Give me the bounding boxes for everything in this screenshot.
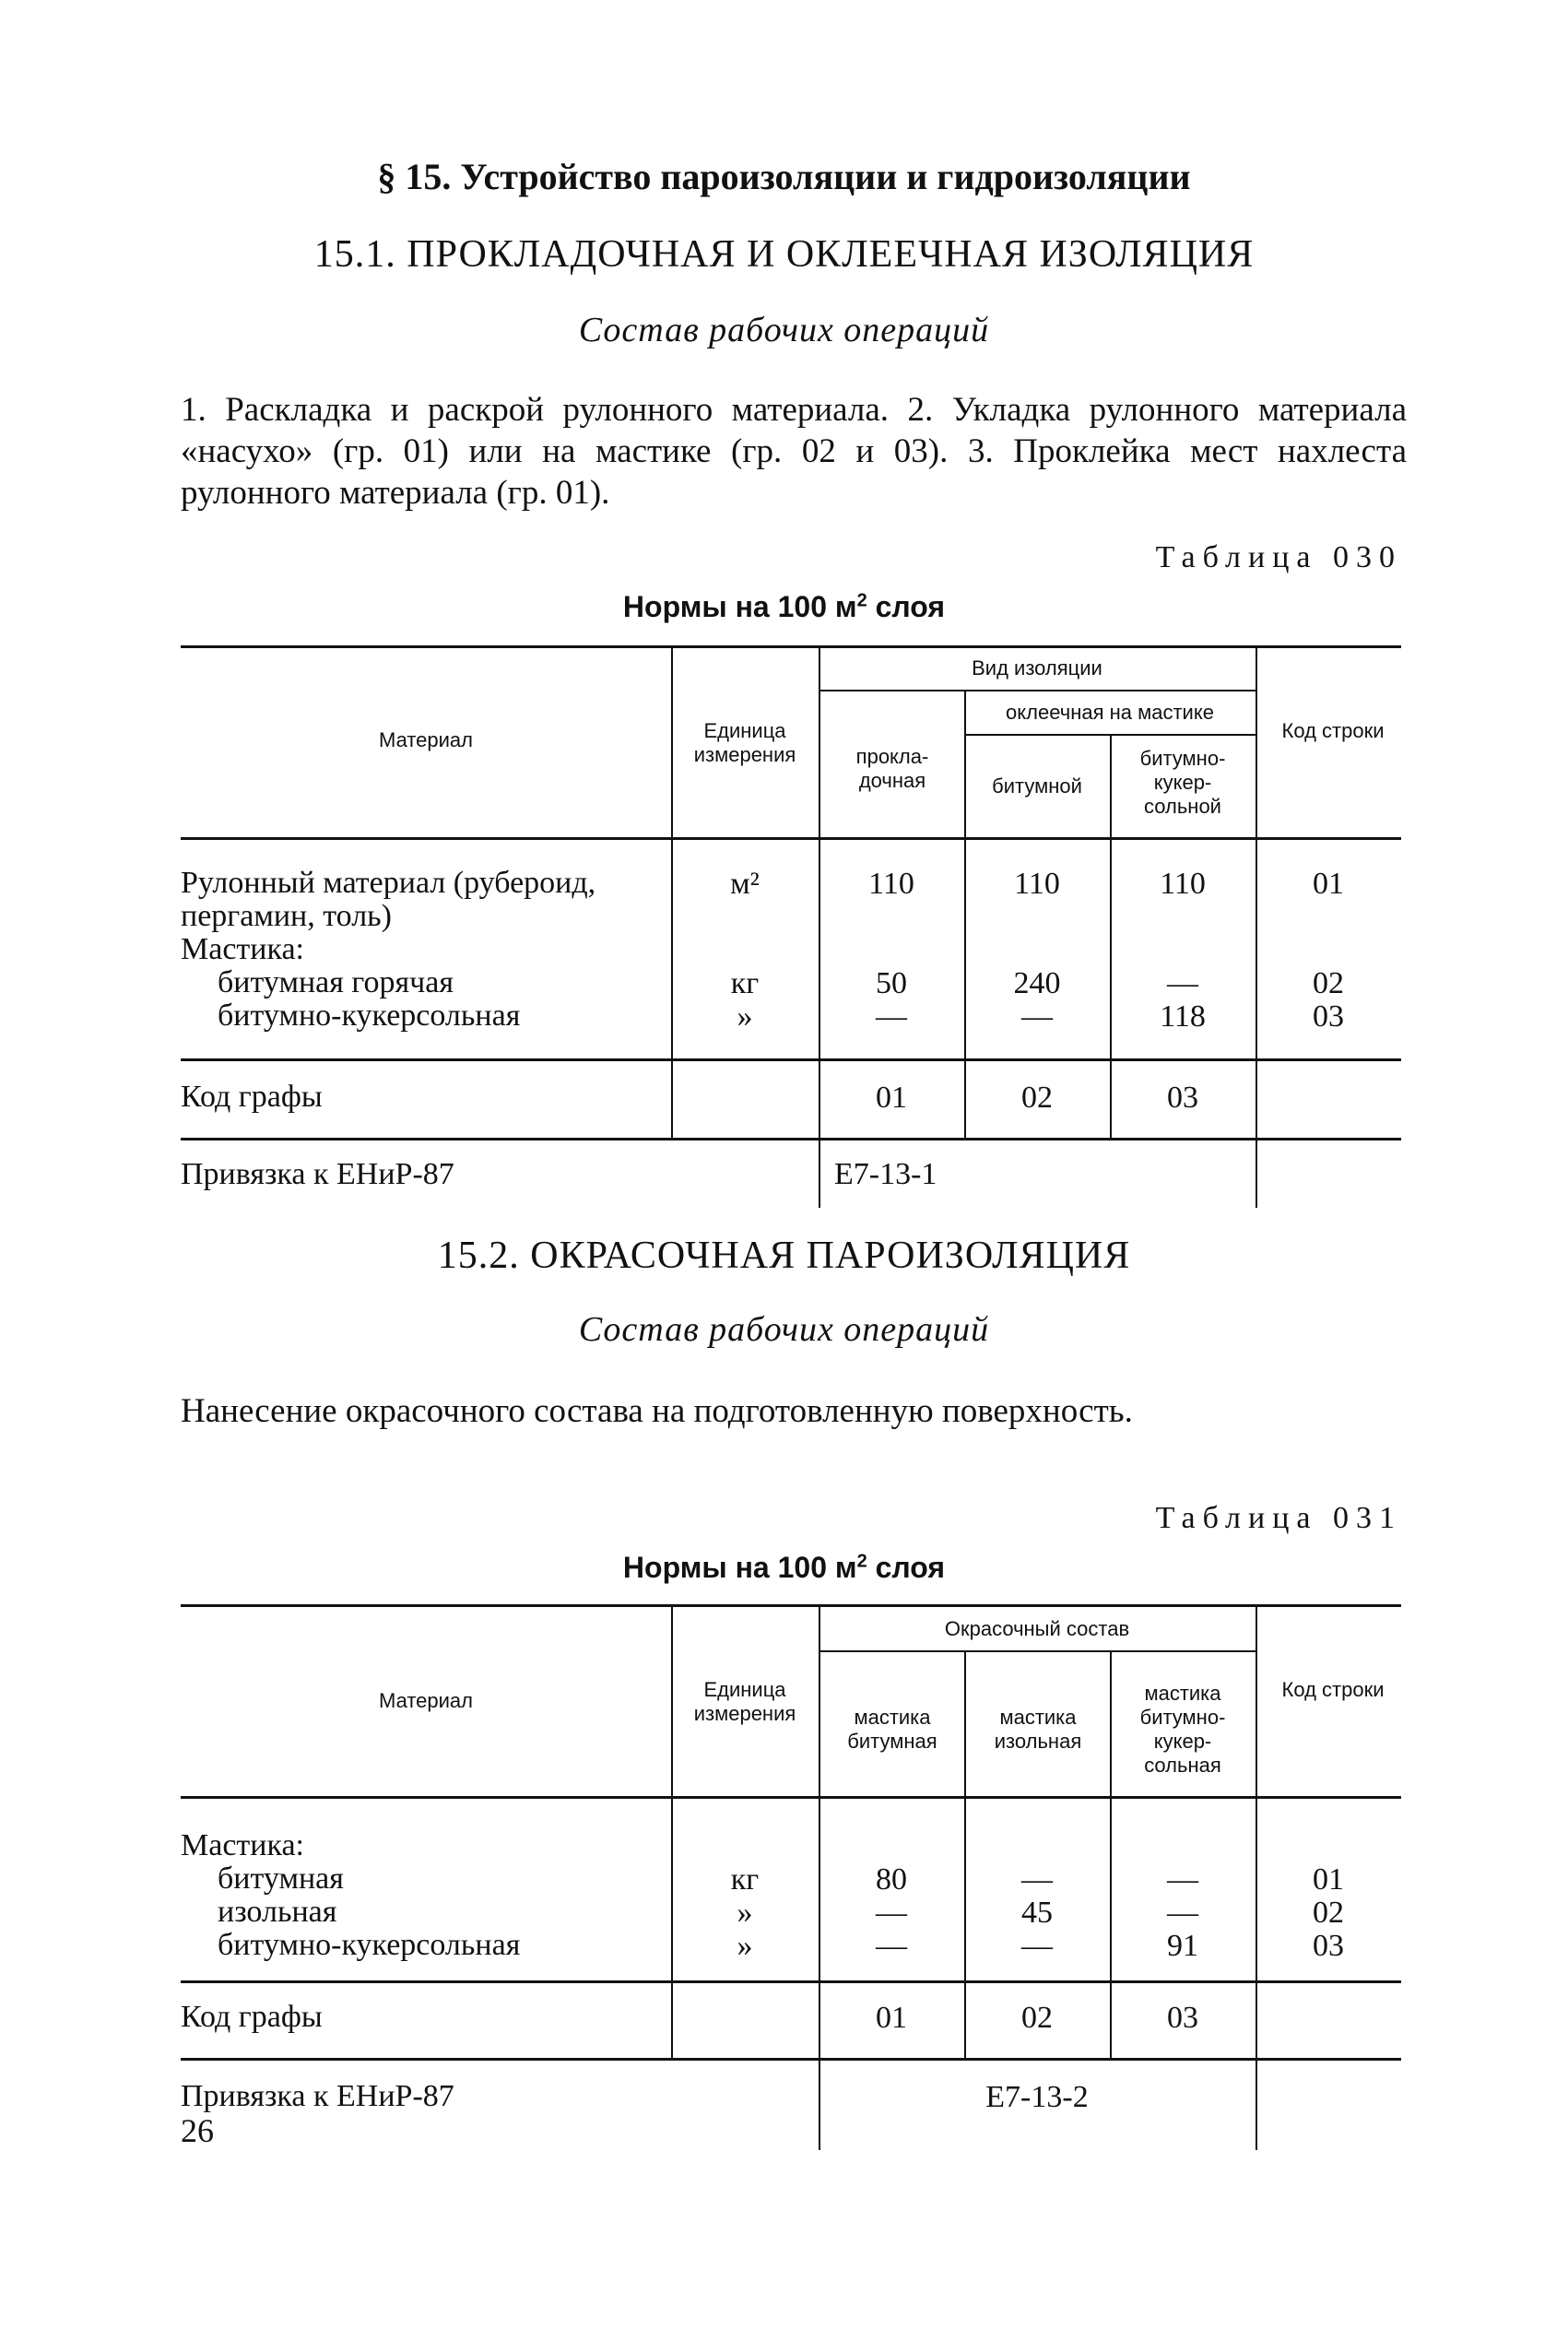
table-row-material: битумно-кукерсольная	[218, 1928, 521, 1962]
table-row-material: битумно-кукерсольная	[218, 999, 521, 1033]
header-group: Вид изоляции	[972, 656, 1102, 680]
table-row-material: Мастика:	[181, 1828, 305, 1862]
table-row-c3: —	[1167, 966, 1198, 1000]
table-row-material: битумная горячая	[218, 965, 454, 999]
header-col3: мастика битумно-кукер-сольная	[1139, 1682, 1226, 1777]
table-row-c2: —	[1021, 1862, 1053, 1897]
code-row-c3: 03	[1167, 2001, 1198, 2035]
ref-row-value: Е7-13-1	[834, 1157, 937, 1191]
header-subgroup: оклеечная на мастике	[1006, 701, 1214, 724]
table-label-030: Таблица 030	[1155, 540, 1402, 574]
header-unit: Единица измерения	[693, 719, 796, 766]
table-row-c2: 110	[1014, 867, 1060, 901]
header-col2: мастика изольная	[994, 1706, 1082, 1753]
table-label-031: Таблица 031	[1155, 1501, 1402, 1535]
table-row-c1: 50	[876, 966, 907, 1000]
code-row-c1: 01	[876, 1081, 907, 1115]
table-row-c2: —	[1021, 999, 1053, 1034]
table-row-c2: 45	[1021, 1896, 1053, 1930]
page-number: 26	[181, 2112, 214, 2149]
table-row-unit: »	[737, 1929, 753, 1963]
header-unit: Единица измерения	[693, 1678, 796, 1725]
table-row-code: 02	[1313, 1896, 1344, 1930]
operations-text-2: Нанесение окрасочного состава на подготовленную поверхность.	[181, 1392, 1133, 1430]
table-row-code: 03	[1313, 1929, 1344, 1963]
table-row-c3: 91	[1167, 1929, 1198, 1963]
table-row-code: 01	[1313, 1862, 1344, 1897]
table-row-material: изольная	[218, 1895, 337, 1929]
norms-caption-1: Нормы на 100 $м^2$ слоя	[622, 590, 946, 623]
table-row-c3: 110	[1160, 867, 1206, 901]
table-row-c1: 80	[876, 1862, 907, 1897]
table-row-material: Рулонный материал (рубероид,	[181, 866, 596, 900]
table-row-unit: кг	[730, 966, 760, 1000]
table-row-unit: »	[737, 1896, 753, 1930]
header-group: Окрасочный состав	[944, 1617, 1130, 1640]
header-code: Код строки	[1281, 1678, 1385, 1701]
header-code: Код строки	[1281, 719, 1385, 742]
header-material: Материал	[379, 728, 473, 751]
table-row-code: 03	[1313, 999, 1344, 1034]
subsection-title-2: 15.2. ОКРАСОЧНАЯ ПАРОИЗОЛЯЦИЯ	[437, 1235, 1131, 1277]
table-row-c3: 118	[1160, 999, 1206, 1034]
header-material: Материал	[379, 1689, 473, 1712]
table-row-c1: —	[876, 999, 907, 1034]
code-row-c3: 03	[1167, 1081, 1198, 1115]
section-title: § 15. Устройство пароизоляции и гидроизоляции	[377, 156, 1191, 197]
table-row-c1: —	[876, 1929, 907, 1963]
ref-row-label: Привязка к ЕНиР-87	[181, 1157, 454, 1191]
table-row-code: 01	[1313, 867, 1344, 901]
table-row-material: битумная	[218, 1861, 344, 1896]
table-row-c2: 240	[1013, 966, 1061, 1000]
operations-title-1: Состав рабочих операций	[578, 311, 990, 349]
table-row-c2: —	[1021, 1929, 1053, 1963]
table-row-c1: 110	[868, 867, 914, 901]
header-col1: мастика битумная	[847, 1706, 937, 1753]
header-col3: битумно-кукер-сольной	[1139, 747, 1226, 818]
code-row-c1: 01	[876, 2001, 907, 2035]
header-col2: битумной	[992, 774, 1082, 798]
operations-title-2: Состав рабочих операций	[578, 1310, 990, 1349]
ref-row-value: Е7-13-2	[985, 2080, 1089, 2114]
operations-text-1: 1. Раскладка и раскрой рулонного материала. 2. Укладка рулонного материала «насухо» (гр. 01) или на мастике (гр. 02 и 03). 3. Проклейка мест нахлеста рулонного материала (гр. 01).	[181, 391, 1407, 512]
table-row-unit: »	[737, 999, 753, 1034]
code-row-label: Код графы	[181, 1080, 323, 1114]
ref-row-label: Привязка к ЕНиР-87	[181, 2079, 454, 2113]
table-row-code: 02	[1313, 966, 1344, 1000]
table-row-c1: —	[876, 1896, 907, 1930]
table-row-material: пергамин, толь)	[181, 899, 392, 933]
table-row-unit: м²	[730, 867, 760, 901]
table-row-unit: кг	[730, 1862, 760, 1897]
subsection-title-1: 15.1. ПРОКЛАДОЧНАЯ И ОКЛЕЕЧНАЯ ИЗОЛЯЦИЯ	[313, 233, 1255, 276]
table-row-material: Мастика:	[181, 932, 305, 966]
code-row-label: Код графы	[181, 2000, 323, 2034]
header-col1: прокла-дочная	[855, 745, 929, 792]
norms-caption-2: Нормы на 100 $м^2$ слоя	[622, 1551, 946, 1584]
code-row-c2: 02	[1021, 1081, 1053, 1115]
code-row-c2: 02	[1021, 2001, 1053, 2035]
table-row-c3: —	[1167, 1862, 1198, 1897]
table-row-c3: —	[1167, 1896, 1198, 1930]
